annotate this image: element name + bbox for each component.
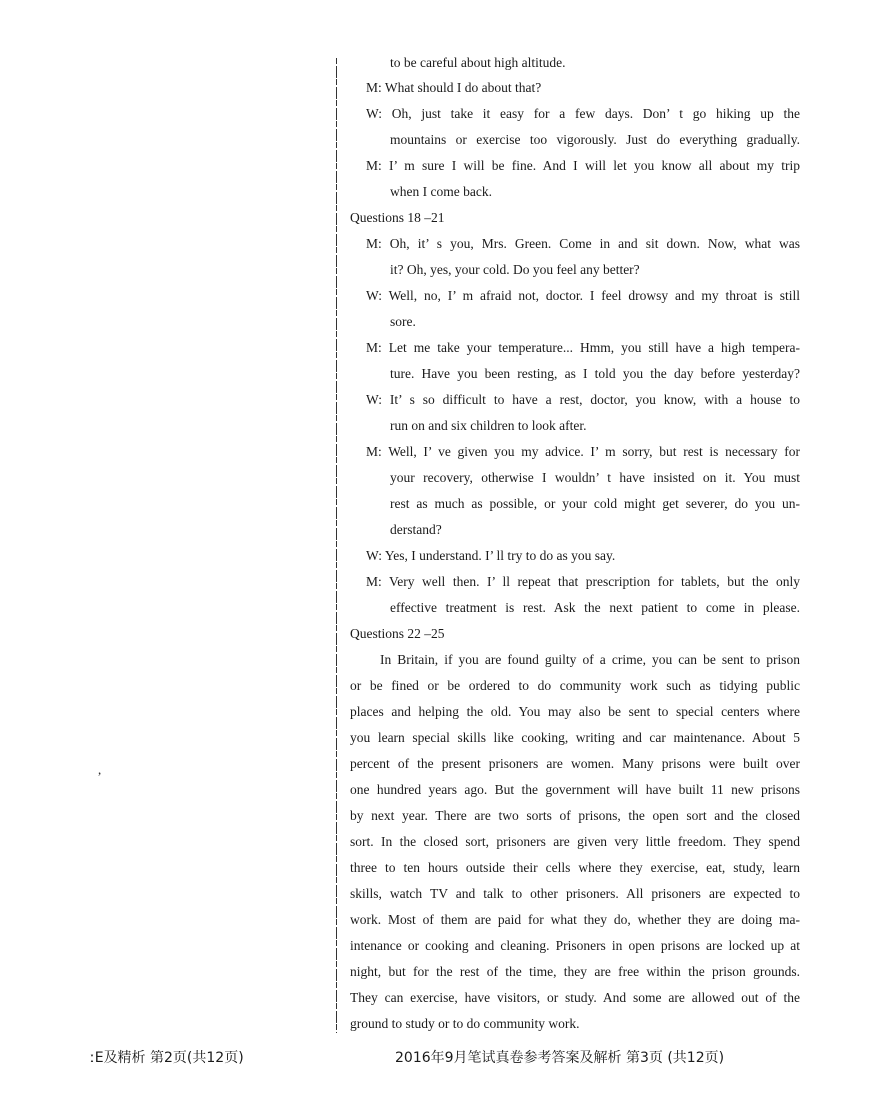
right-text-line: W: Yes, I understand. I’ ll try to do as you say. (366, 548, 616, 563)
column-divider (336, 58, 337, 1033)
right-text-line: skills, watch TV and talk to other prisoners. All prisoners are expected to (350, 886, 800, 901)
footer-left-page-number: ːE及精析 第2页(共12页) (90, 1050, 244, 1066)
right-text-line: your recovery, otherwise I wouldn’ t have insisted on it. You must (390, 470, 800, 485)
right-text-line: M: Oh, it’ s you, Mrs. Green. Come in and sit down. Now, what was (366, 236, 800, 251)
right-text-line: when I come back. (390, 184, 492, 199)
right-text-line: rest as much as possible, or your cold might get severer, do you un- (390, 496, 800, 511)
right-text-line: one hundred years ago. But the government will have built 11 new prisons (350, 782, 800, 797)
right-text-line: by next year. There are two sorts of prisons, the open sort and the closed (350, 808, 800, 823)
right-text-line: ground to study or to do community work. (350, 1016, 580, 1031)
right-text-line: M: What should I do about that? (366, 80, 542, 95)
right-text-line: percent of the present prisoners are women. Many prisons were built over (350, 756, 800, 771)
section-heading: Questions 22 –25 (350, 626, 445, 641)
right-text-line: to be careful about high altitude. (390, 55, 566, 70)
right-text-line: M: Let me take your temperature... Hmm, you still have a high tempera- (366, 340, 800, 355)
right-text-line: three to ten hours outside their cells where they exercise, eat, study, learn (350, 860, 800, 875)
right-text-line: M: Well, I’ ve given you my advice. I’ m sorry, but rest is necessary for (366, 444, 800, 459)
right-text-line: They can exercise, have visitors, or study. And some are allowed out of the (350, 990, 800, 1005)
right-text-line: M: I’ m sure I will be fine. And I will let you know all about my trip (366, 158, 800, 173)
right-text-line: sore. (390, 314, 416, 329)
right-text-line: sort. In the closed sort, prisoners are given very little freedom. They spend (350, 834, 800, 849)
right-text-line: or be fined or be ordered to do community work such as tidying public (350, 678, 800, 693)
right-text-line: mountains or exercise too vigorously. Just do everything gradually. (390, 132, 800, 147)
right-text-line: it? Oh, yes, your cold. Do you feel any better? (390, 262, 640, 277)
right-text-line: effective treatment is rest. Ask the next patient to come in please. (390, 600, 800, 615)
right-text-line: In Britain, if you are found guilty of a crime, you can be sent to prison (380, 652, 800, 667)
right-text-line: ture. Have you been resting, as I told you the day before yesterday? (390, 366, 800, 381)
stray-mark: , (98, 762, 102, 777)
right-text-line: night, but for the rest of the time, they are free within the prison grounds. (350, 964, 800, 979)
right-text-line: W: It’ s so difficult to have a rest, doctor, you know, with a house to (366, 392, 800, 407)
right-text-line: run on and six children to look after. (390, 418, 587, 433)
right-text-line: work. Most of them are paid for what they do, whether they are doing ma- (350, 912, 800, 927)
right-text-line: you learn special skills like cooking, writing and car maintenance. About 5 (350, 730, 800, 745)
footer-right-page-number: 2016年9月笔试真卷参考答案及解析 第3页 (共12页) (395, 1050, 725, 1066)
right-text-line: intenance or cooking and cleaning. Prisoners in open prisons are locked up at (350, 938, 800, 953)
section-heading: Questions 18 –21 (350, 210, 445, 225)
right-text-line: W: Oh, just take it easy for a few days. Don’ t go hiking up the (366, 106, 800, 121)
right-text-line: M: Very well then. I’ ll repeat that prescription for tablets, but the only (366, 574, 800, 589)
right-text-line: W: Well, no, I’ m afraid not, doctor. I feel drowsy and my throat is still (366, 288, 800, 303)
right-text-line: places and helping the old. You may also be sent to special centers where (350, 704, 800, 719)
right-text-line: derstand? (390, 522, 442, 537)
